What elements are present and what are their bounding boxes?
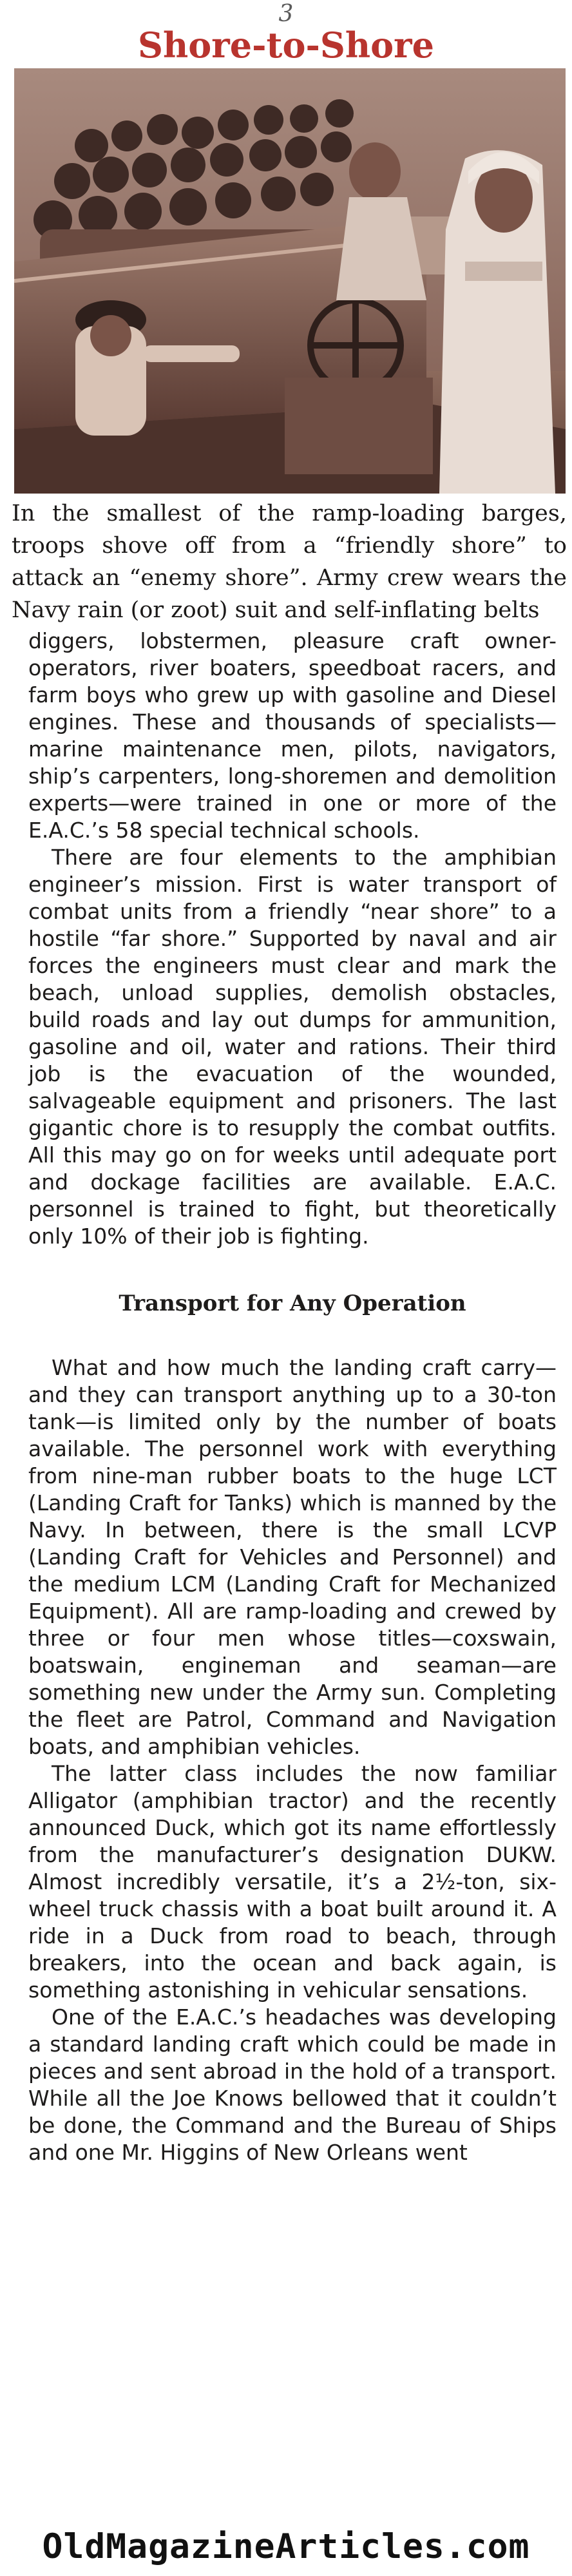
landing-barge-photo (14, 68, 566, 494)
paragraph-2: There are four elements to the amphibian engineer’s mission. First is water transport of combat units from a friendly “near shore” to a hostile “far shore.” Supported by naval and air forces the engineers must clear and mark the beach, unload supplies, demolish obstacles, build roads and lay out dumps for ammunition, gasoline and oil, water and rations. Their third job is the evacuation of the wounded, salvageable equipment and prisoners. The last gigantic chore is to resupply the combat outfits. All this may go on for weeks until adequate port and dockage facilities are available. E.A.C. personnel is trained to fight, but theoretically only 10% of their job is fighting. (28, 845, 557, 1249)
paragraph-3: What and how much the landing craft carry—and they can transport anything up to a 30-ton tank—is limited only by the number of boats available. The personnel work with everything from nine-man rubber boats to the huge LCT (Landing Craft for Tanks) which is manned by the Navy. In between, there is the small LCVP (Landing Craft for Vehicles and Personnel) and the medium LCM (Landing Craft for Mechanized Equipment). All are ramp-loading and crewed by three or four men whose titles—coxswain, boatswain, engineman and seaman—are something new under the Army sun. Completing the fleet are Patrol, Command and Navigation boats, and amphibian vehicles. (28, 1355, 557, 1759)
site-watermark: OldMagazineArticles.com (42, 2527, 530, 2566)
section-subheading: Transport for Any Operation (119, 1291, 466, 1316)
page-number: 3 (278, 1, 294, 27)
photo-caption: In the smallest of the ramp-loading barges, troops shove off from a “friendly shore” to attack an “enemy shore”. Army crew wears the Navy rain (or zoot) suit and self-inflating belts (12, 501, 567, 623)
paragraph-1: diggers, lobstermen, pleasure craft owner-operators, river boaters, speedboat racers, and farm boys who grew up with gasoline and Diesel engines. These and thousands of specialists—marine maintenance men, pilots, navigators, ship’s carpenters, long-shoremen and demolition experts—were trained in one or more of the E.A.C.’s 58 special technical schools. (28, 628, 557, 843)
article-body (28, 628, 557, 2166)
paragraph-4: The latter class includes the now familiar Alligator (amphibian tractor) and the recently announced Duck, which got its name effortlessly from the manufacturer’s designation DUKW. Almost incredibly versatile, it’s a 2½-ton, six-wheel truck chassis with a boat built around it. A ride in a Duck from road to beach, through breakers, into the ocean and back again, is something astonishing in vehicular sensations. (28, 1761, 557, 2003)
article-headline: Shore-to-Shore (138, 24, 434, 66)
paragraph-5: One of the E.A.C.’s headaches was developing a standard landing craft which could be made in pieces and sent abroad in the hold of a transport. While all the Joe Knows bellowed that it couldn’t be done, the Command and the Bureau of Ships and one Mr. Higgins of New Orleans went (28, 2004, 557, 2165)
